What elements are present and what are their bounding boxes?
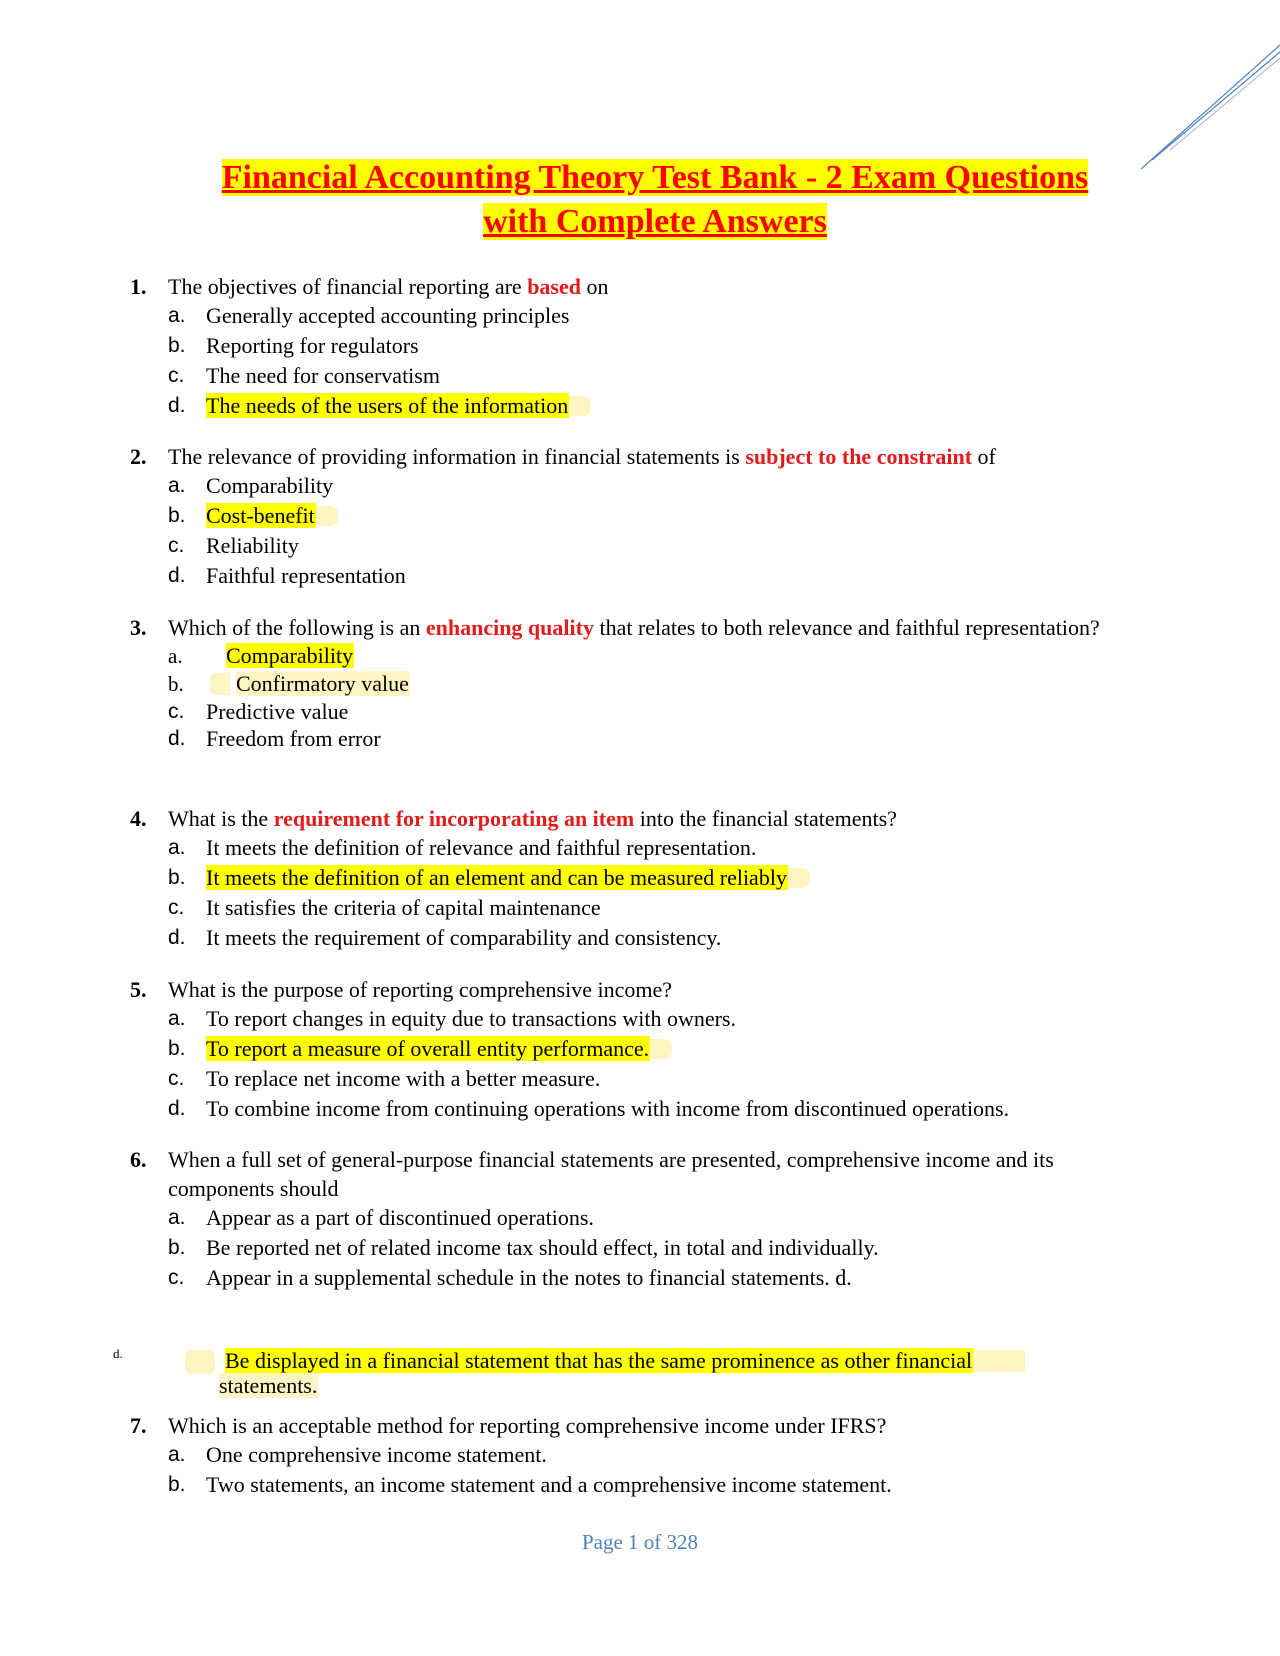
corner-decoration bbox=[1140, 0, 1280, 180]
question-stem bbox=[0, 804, 1280, 833]
question-number: 5. bbox=[130, 977, 147, 1002]
option-text: One comprehensive income statement. bbox=[206, 1442, 547, 1467]
option-letter: b. bbox=[168, 504, 186, 527]
answer-highlight: It meets the definition of an element and can be measured reliably bbox=[206, 865, 787, 890]
stem-text: What is the bbox=[168, 806, 274, 831]
option-letter: d. bbox=[168, 926, 186, 949]
stem-text: The objectives of financial reporting are bbox=[168, 274, 528, 299]
option-d bbox=[0, 561, 1280, 591]
question-number: 6. bbox=[130, 1147, 147, 1172]
option-letter: a. bbox=[168, 1443, 186, 1466]
option-letter: a. bbox=[168, 836, 186, 859]
option-a bbox=[0, 1004, 1280, 1034]
option-letter: b. bbox=[168, 866, 186, 889]
question-stem bbox=[0, 1145, 1280, 1203]
option-text: Appear in a supplemental schedule in the notes to financial statements. d. bbox=[206, 1265, 852, 1290]
option-b bbox=[0, 1233, 1280, 1263]
question-stem bbox=[0, 613, 1280, 642]
question-1 bbox=[0, 272, 1280, 421]
highlight-tail bbox=[569, 396, 591, 416]
option-text: It meets the definition of relevance and faithful representation. bbox=[206, 835, 757, 860]
option-b-answer bbox=[0, 501, 1280, 531]
option-b-answer bbox=[0, 670, 1280, 698]
question-number: 7. bbox=[130, 1413, 147, 1438]
option-b-answer bbox=[0, 1034, 1280, 1064]
key-term: subject to the constraint bbox=[745, 444, 973, 469]
option-text: Freedom from error bbox=[206, 726, 381, 751]
stem-text: Which of the following is an bbox=[168, 615, 426, 640]
option-d-answer bbox=[0, 391, 1280, 421]
key-term: based bbox=[527, 274, 581, 299]
stem-text: Which is an acceptable method for reporting comprehensive income under IFRS? bbox=[168, 1413, 887, 1438]
highlight-lead bbox=[210, 673, 230, 695]
option-text: Two statements, an income statement and a comprehensive income statement. bbox=[206, 1472, 892, 1497]
option-b-answer bbox=[0, 863, 1280, 893]
highlight-lead bbox=[185, 1350, 215, 1374]
option-letter: b. bbox=[168, 672, 184, 696]
option-text: To combine income from continuing operations with income from discontinued operations. bbox=[206, 1096, 1010, 1121]
question-6 bbox=[0, 1145, 1280, 1293]
answer-highlight: Be displayed in a financial statement that has the same prominence as other financial bbox=[225, 1348, 973, 1373]
option-a-answer bbox=[0, 642, 1280, 670]
option-text: It meets the requirement of comparability and consistency. bbox=[206, 925, 722, 950]
question-stem bbox=[0, 975, 1280, 1004]
option-letter: a. bbox=[168, 304, 186, 327]
option-letter: a. bbox=[168, 1007, 186, 1030]
question-stem bbox=[0, 1411, 1280, 1440]
option-c bbox=[0, 361, 1280, 391]
title-line-2: with Complete Answers bbox=[483, 203, 827, 240]
option-text: Reliability bbox=[206, 533, 299, 558]
option-letter: d. bbox=[168, 1097, 186, 1120]
answer-highlight: Comparability bbox=[226, 643, 354, 668]
stem-text: of bbox=[972, 444, 996, 469]
question-stem bbox=[0, 442, 1280, 471]
option-c bbox=[0, 698, 1280, 725]
option-c bbox=[0, 893, 1280, 923]
page-number: Page 1 of 328 bbox=[581, 1530, 699, 1554]
option-letter: b. bbox=[168, 1037, 186, 1060]
key-term: requirement for incorporating an item bbox=[273, 806, 635, 831]
highlight-tail bbox=[650, 1039, 672, 1059]
stem-text: that relates to both relevance and faithful representation? bbox=[593, 615, 1100, 640]
question-7 bbox=[0, 1411, 1280, 1500]
stem-text: What is the purpose of reporting comprehensive income? bbox=[168, 977, 673, 1002]
option-c bbox=[0, 1263, 1280, 1293]
option-d bbox=[0, 1094, 1280, 1124]
option-text: Predictive value bbox=[206, 699, 349, 724]
option-a bbox=[0, 471, 1280, 501]
question-stem bbox=[0, 272, 1280, 301]
stem-text: The relevance of providing information in financial statements is bbox=[168, 444, 746, 469]
option-letter: c. bbox=[168, 1067, 185, 1090]
option-letter: c. bbox=[168, 700, 185, 723]
answer-line-1 bbox=[225, 1348, 1025, 1373]
highlight-tail bbox=[316, 506, 338, 526]
option-text: Comparability bbox=[206, 473, 334, 498]
option-c bbox=[0, 531, 1280, 561]
question-4 bbox=[0, 804, 1280, 953]
question-3 bbox=[0, 613, 1280, 752]
option-letter: c. bbox=[168, 534, 185, 557]
option-text: The need for conservatism bbox=[206, 363, 440, 388]
option-text: To replace net income with a better measure. bbox=[206, 1066, 601, 1091]
option-letter: d. bbox=[168, 564, 186, 587]
option-letter: a. bbox=[168, 1206, 186, 1229]
option-c bbox=[0, 1064, 1280, 1094]
question-number: 1. bbox=[130, 274, 147, 299]
option-letter: d. bbox=[168, 727, 186, 750]
option-letter: d. bbox=[168, 394, 186, 417]
option-a bbox=[0, 833, 1280, 863]
option-text: To report changes in equity due to transactions with owners. bbox=[206, 1006, 736, 1031]
option-letter: b. bbox=[168, 1473, 186, 1496]
option-a bbox=[0, 1203, 1280, 1233]
stem-text: When a full set of general-purpose financial statements are presented, comprehensive income and its components should bbox=[168, 1147, 1054, 1201]
highlight-tail bbox=[973, 1350, 1025, 1372]
question-5 bbox=[0, 975, 1280, 1124]
margin-option-letter: d. bbox=[113, 1346, 123, 1361]
answer-line-2 bbox=[219, 1373, 318, 1398]
option-text: Generally accepted accounting principles bbox=[206, 303, 570, 328]
answer-highlight: Confirmatory value bbox=[236, 671, 409, 696]
option-b bbox=[0, 1470, 1280, 1500]
stem-text: into the financial statements? bbox=[634, 806, 897, 831]
option-d bbox=[0, 923, 1280, 953]
option-b bbox=[0, 331, 1280, 361]
option-text: It satisfies the criteria of capital maintenance bbox=[206, 895, 601, 920]
option-letter: c. bbox=[168, 896, 185, 919]
option-letter: b. bbox=[168, 1236, 186, 1259]
title-line-1: Financial Accounting Theory Test Bank - 2 Exam Questions bbox=[221, 159, 1089, 196]
question-number: 3. bbox=[130, 615, 147, 640]
question-2 bbox=[0, 442, 1280, 591]
option-text: Appear as a part of discontinued operations. bbox=[206, 1205, 594, 1230]
option-letter: a. bbox=[168, 644, 183, 668]
highlight-tail bbox=[788, 868, 810, 888]
option-letter: b. bbox=[168, 334, 186, 357]
question-number: 2. bbox=[130, 444, 147, 469]
option-letter: a. bbox=[168, 474, 186, 497]
page-title bbox=[160, 156, 1150, 244]
option-text: Faithful representation bbox=[206, 563, 406, 588]
question-number: 4. bbox=[130, 806, 147, 831]
stem-text: on bbox=[580, 274, 609, 299]
option-text: Be reported net of related income tax should effect, in total and individually. bbox=[206, 1235, 879, 1260]
answer-highlight: The needs of the users of the information bbox=[206, 393, 569, 418]
option-text: Reporting for regulators bbox=[206, 333, 419, 358]
option-a bbox=[0, 301, 1280, 331]
option-letter: c. bbox=[168, 1266, 185, 1289]
option-a bbox=[0, 1440, 1280, 1470]
option-letter: c. bbox=[168, 364, 185, 387]
option-d bbox=[0, 725, 1280, 752]
key-term: enhancing quality bbox=[425, 615, 594, 640]
answer-highlight: To report a measure of overall entity performance. bbox=[206, 1036, 650, 1061]
answer-highlight: statements. bbox=[219, 1373, 318, 1398]
answer-highlight: Cost-benefit bbox=[206, 503, 315, 528]
